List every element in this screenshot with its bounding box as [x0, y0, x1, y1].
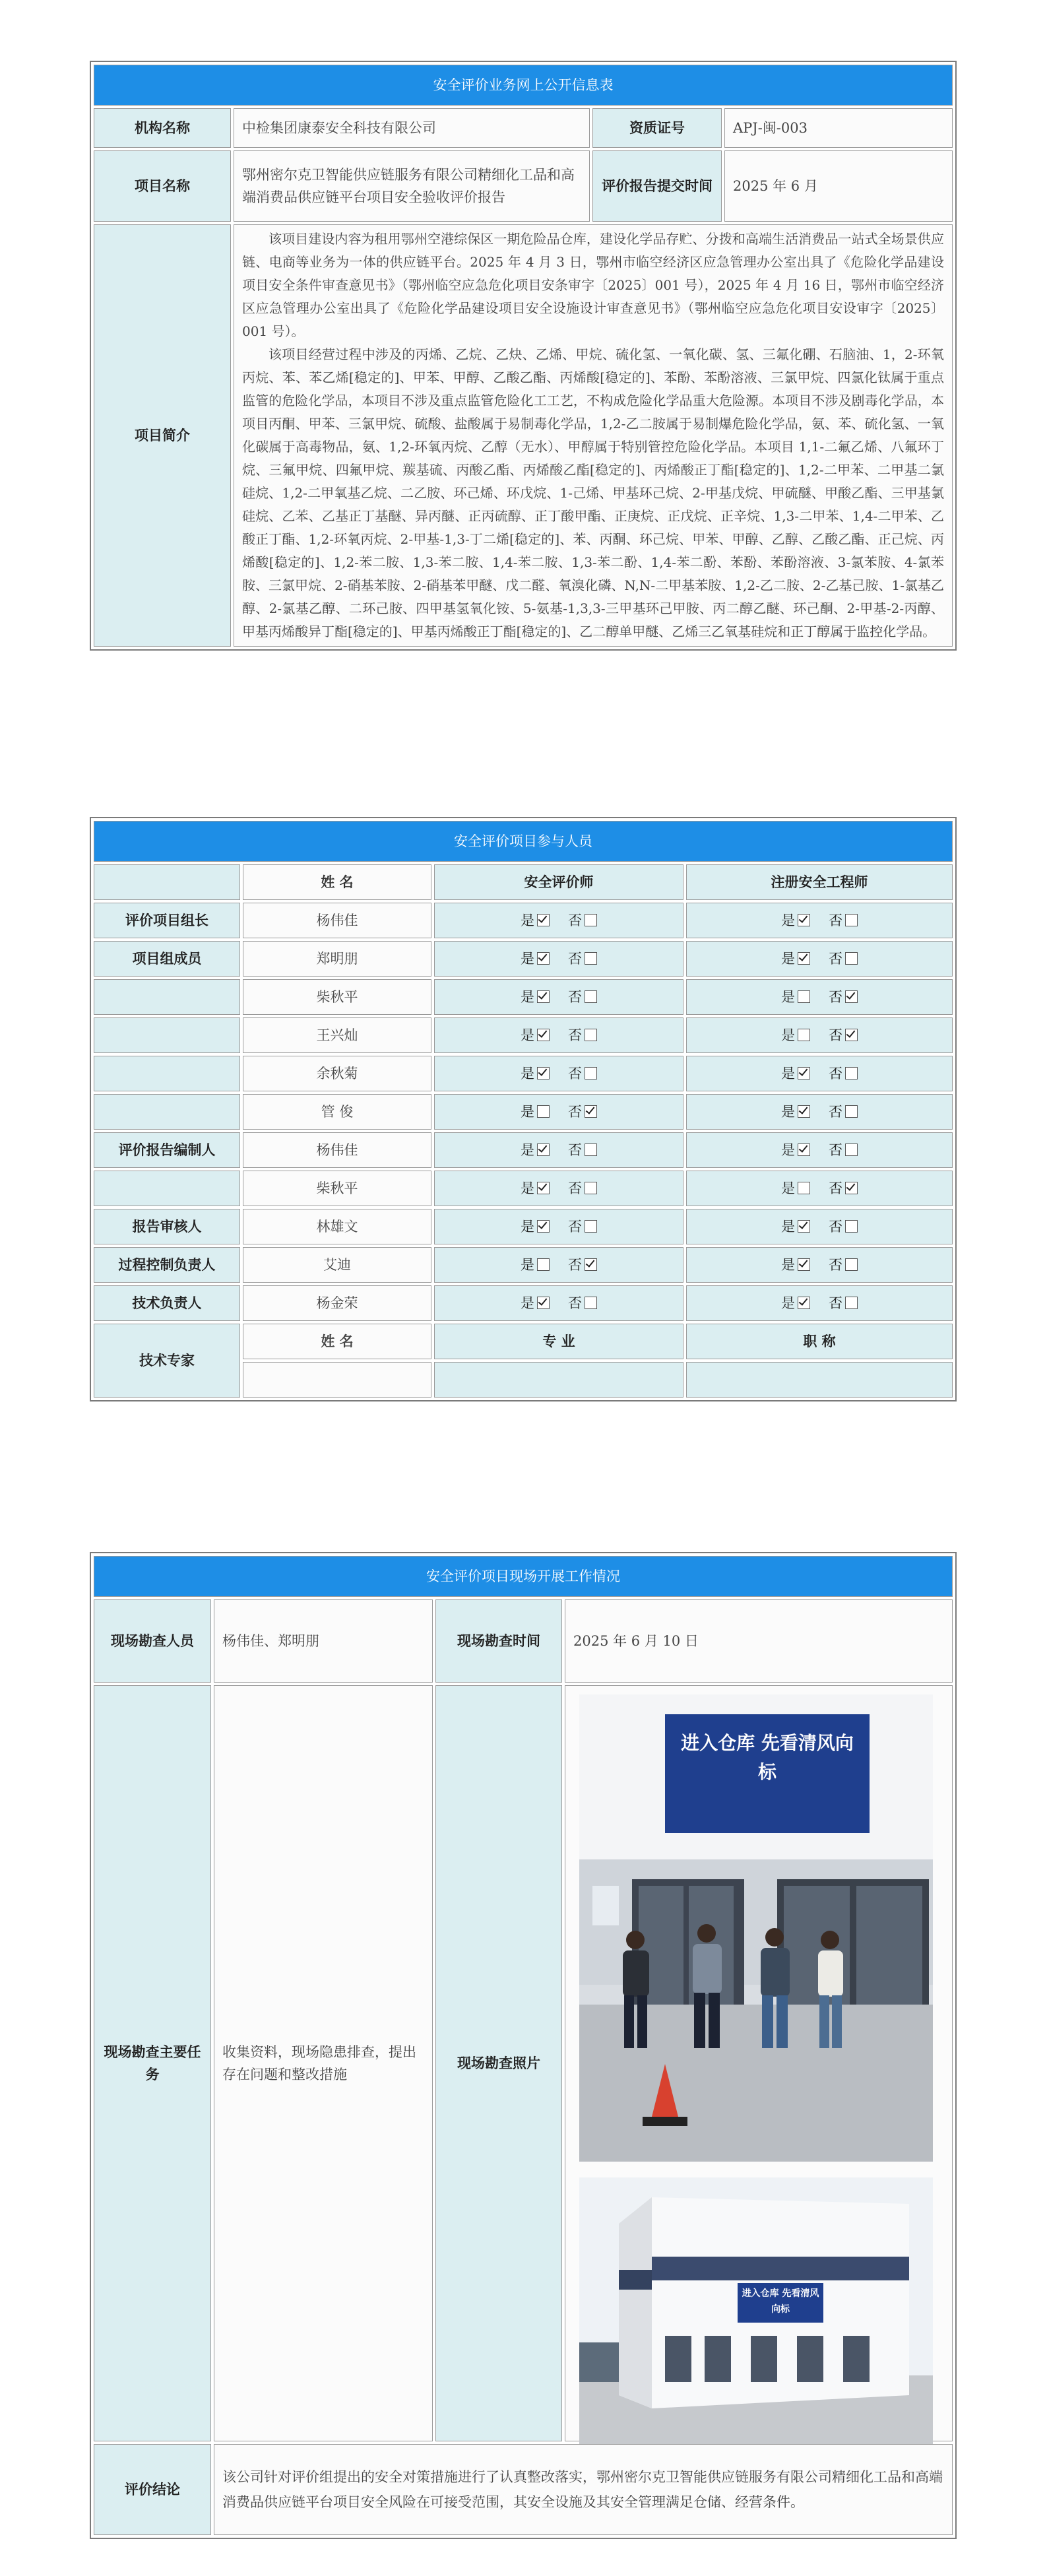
yes-checkbox[interactable]	[798, 990, 810, 1003]
yes-checkbox[interactable]	[798, 1029, 810, 1041]
staff-role	[94, 1171, 240, 1206]
yes-option	[521, 1219, 550, 1235]
no-checkbox[interactable]	[585, 1182, 597, 1194]
yes-option	[521, 1257, 550, 1273]
yes-checkbox[interactable]	[537, 1143, 550, 1156]
yes-label: 是	[781, 1142, 795, 1158]
staff-name: 王兴灿	[243, 1017, 431, 1053]
no-label: 否	[568, 1104, 582, 1120]
safety-cell	[434, 1017, 683, 1053]
no-label: 否	[829, 1142, 842, 1158]
no-option	[568, 951, 597, 967]
photo-label: 现场勘查照片	[435, 1685, 562, 2441]
yes-option	[781, 989, 810, 1005]
no-label: 否	[568, 1027, 582, 1043]
engineer-cell	[686, 903, 953, 938]
yes-label: 是	[781, 1104, 795, 1120]
yes-label: 是	[781, 1257, 795, 1273]
no-label: 否	[568, 913, 582, 928]
staff-name: 柴秋平	[243, 979, 431, 1015]
yes-checkbox[interactable]	[798, 1258, 810, 1271]
safety-cell	[434, 1171, 683, 1206]
yes-option	[521, 1066, 550, 1081]
no-label: 否	[568, 1180, 582, 1196]
no-label: 否	[829, 989, 842, 1005]
expert-col-title: 职 称	[686, 1324, 953, 1359]
yes-label: 是	[521, 913, 534, 928]
yes-option	[521, 1104, 550, 1120]
no-option	[829, 1219, 858, 1235]
staff-row	[94, 941, 953, 977]
no-option	[829, 913, 858, 928]
yes-checkbox[interactable]	[537, 1182, 550, 1194]
no-option	[568, 1066, 597, 1081]
yes-option	[781, 1219, 810, 1235]
safety-cell	[434, 1056, 683, 1091]
no-checkbox[interactable]	[585, 1029, 597, 1041]
yes-checkbox[interactable]	[537, 1067, 550, 1079]
no-checkbox[interactable]	[585, 952, 597, 965]
staff-name: 杨伟佳	[243, 903, 431, 938]
no-option	[829, 1180, 858, 1196]
yes-option	[781, 913, 810, 928]
yes-label: 是	[781, 989, 795, 1005]
yes-label: 是	[781, 1180, 795, 1196]
expert-label: 技术专家	[94, 1324, 240, 1398]
no-label: 否	[568, 1066, 582, 1081]
no-option	[568, 1104, 597, 1120]
staff-name: 管 俊	[243, 1094, 431, 1130]
staff-row	[94, 1132, 953, 1168]
yes-option	[521, 989, 550, 1005]
engineer-cell	[686, 979, 953, 1015]
no-checkbox[interactable]	[845, 1220, 858, 1233]
yes-label: 是	[521, 1257, 534, 1273]
task-value: 收集资料，现场隐患排查，提出存在问题和整改措施	[214, 1685, 433, 2441]
no-checkbox[interactable]	[845, 952, 858, 965]
yes-label: 是	[521, 951, 534, 967]
no-option	[568, 1295, 597, 1311]
yes-label: 是	[781, 1295, 795, 1311]
inspectors-value: 杨伟佳、郑明朋	[214, 1599, 433, 1683]
yes-option	[521, 1027, 550, 1043]
no-option	[568, 1180, 597, 1196]
staff-role: 过程控制负责人	[94, 1247, 240, 1283]
staff-role: 评价报告编制人	[94, 1132, 240, 1168]
cert-value: APJ-闽-003	[724, 108, 953, 148]
no-label: 否	[829, 1104, 842, 1120]
no-label: 否	[829, 1219, 842, 1235]
no-checkbox[interactable]	[585, 1105, 597, 1118]
yes-checkbox[interactable]	[798, 914, 810, 926]
report-time-value: 2025 年 6 月	[724, 150, 953, 222]
intro-paragraph-2: 该项目经营过程中涉及的丙烯、乙烷、乙炔、乙烯、甲烷、硫化氢、一氧化碳、氢、三氟化硼、石脑油、1，2-环氧丙烷、苯、苯乙烯[稳定的]、甲苯、甲醇、乙酸乙酯、丙烯酸[稳定的]、苯酚、苯酚溶液、三氯甲烷、四氯化钛属于重点监管的危险化学品，本项目不涉及重点监管危险化工工艺，不构成危险化学品重大危险源。本项目不涉及剧毒化学品，本项目丙酮、甲苯、三氯甲烷、硫酸、盐酸属于易制毒化学品，1,2-乙二胺属于易制爆危险化学品，氨、苯、硫化氢、一氧化碳属于高毒物品，氨、1,2-环氧丙烷、乙醇（无水）、甲醇属于特别管控危险化学品。本项目 1,1-二氟乙烯、八氟环丁烷、三氟甲烷、四氟甲烷、羰基硫、丙酸乙酯、丙烯酸乙酯[稳定的]、丙烯酸正丁酯[稳定的]、1,2-二甲苯、二甲基二氯硅烷、1,2-二甲氧基乙烷、二乙胺、环己烯、环戊烷、1-己烯、甲基环己烷、2-甲基戊烷、甲硫醚、甲酸乙酯、三甲基氯硅烷、乙苯、乙基正丁基醚、异丙醚、正丙硫醇、正丁酸甲酯、正庚烷、正戊烷、正辛烷、1,3-二甲苯、1,4-二甲苯、乙酸正丁酯、1,2-环氧丙烷、2-甲基-1,3-丁二烯[稳定的]、苯、丙酮、环己烷、甲苯、甲醇、乙醇、乙酸乙酯、正己烷、丙烯酸[稳定的]、1,2-苯二胺、1,3-苯二胺、1,4-苯二胺、1,3-苯二酚、1,4-苯二酚、苯酚、苯酚溶液、3-氯苯胺、4-氯苯胺、三氯甲烷、2-硝基苯胺、2-硝基苯甲醚、戊二醛、氧溴化磷、N,N-二甲基苯胺、1,2-乙二胺、2-乙基己胺、1-氯基乙醇、2-氯基乙醇、二环己胺、四甲基氢氧化铵、5-氨基-1,3,3-三甲基环己甲胺、丙二醇乙醚、环己酮、2-甲基-2-丙醇、甲基丙烯酸异丁酯[稳定的]、甲基丙烯酸正丁酯[稳定的]、乙二醇单甲醚、乙烯三乙氧基硅烷和正丁醇属于监控化学品。	[242, 346, 944, 639]
project-value: 鄂州密尔克卫智能供应链服务有限公司精细化工品和高端消费品供应链平台项目安全验收评价报告	[234, 150, 590, 222]
yes-checkbox[interactable]	[537, 1297, 550, 1309]
safety-cell	[434, 1209, 683, 1244]
col-name-header: 姓 名	[243, 864, 431, 900]
yes-option	[781, 1104, 810, 1120]
no-option	[568, 1257, 597, 1273]
staff-row	[94, 1017, 953, 1053]
site-photo-group	[579, 1694, 933, 2162]
no-checkbox[interactable]	[585, 1297, 597, 1309]
site-photo-building	[579, 2177, 933, 2444]
yes-option	[521, 1295, 550, 1311]
engineer-cell	[686, 1171, 953, 1206]
staff-name: 余秋菊	[243, 1056, 431, 1091]
yes-option	[781, 1295, 810, 1311]
no-checkbox[interactable]	[585, 1067, 597, 1079]
no-option	[829, 989, 858, 1005]
staff-row	[94, 1247, 953, 1283]
yes-checkbox[interactable]	[537, 1105, 550, 1118]
no-option	[829, 1066, 858, 1081]
yes-option	[781, 1142, 810, 1158]
staff-header-blank	[94, 864, 240, 900]
tech-lead-engineer-cell	[686, 1285, 953, 1321]
yes-checkbox[interactable]	[798, 1105, 810, 1118]
yes-checkbox[interactable]	[798, 1182, 810, 1194]
safety-cell	[434, 903, 683, 938]
engineer-cell	[686, 1209, 953, 1244]
no-option	[829, 951, 858, 967]
yes-label: 是	[521, 1219, 534, 1235]
expert-col-major: 专 业	[434, 1324, 683, 1359]
building-photo-sign: 进入仓库 先看清风向标	[742, 2288, 819, 2315]
yes-checkbox[interactable]	[798, 1220, 810, 1233]
no-label: 否	[568, 1142, 582, 1158]
staff-row	[94, 1171, 953, 1206]
yes-option	[781, 1180, 810, 1196]
yes-label: 是	[521, 989, 534, 1005]
yes-option	[781, 1066, 810, 1081]
no-checkbox[interactable]	[845, 1258, 858, 1271]
project-label: 项目名称	[94, 150, 231, 222]
tech-lead-safety-cell	[434, 1285, 683, 1321]
yes-option	[781, 1257, 810, 1273]
yes-label: 是	[521, 1142, 534, 1158]
engineer-cell	[686, 1056, 953, 1091]
inspectors-label: 现场勘查人员	[94, 1599, 211, 1683]
yes-label: 是	[781, 1066, 795, 1081]
no-label: 否	[829, 1027, 842, 1043]
expert-name-empty	[243, 1362, 431, 1398]
no-option	[829, 1142, 858, 1158]
yes-checkbox[interactable]	[798, 1067, 810, 1079]
safety-cell	[434, 1094, 683, 1130]
yes-checkbox[interactable]	[537, 1029, 550, 1041]
conclusion-label: 评价结论	[94, 2444, 211, 2535]
staff-name: 郑明朋	[243, 941, 431, 977]
yes-label: 是	[781, 1027, 795, 1043]
yes-label: 是	[521, 1180, 534, 1196]
staff-row	[94, 903, 953, 938]
yes-label: 是	[781, 913, 795, 928]
safety-cell	[434, 979, 683, 1015]
no-checkbox[interactable]	[845, 914, 858, 926]
yes-option	[781, 951, 810, 967]
yes-option	[521, 951, 550, 967]
no-checkbox[interactable]	[585, 1258, 597, 1271]
staff-name: 杨伟佳	[243, 1132, 431, 1168]
staff-role	[94, 1094, 240, 1130]
expert-title-empty	[686, 1362, 953, 1398]
safety-cell	[434, 941, 683, 977]
staff-row	[94, 1056, 953, 1091]
col-safety-header: 安全评价师	[434, 864, 683, 900]
no-option	[829, 1027, 858, 1043]
no-checkbox[interactable]	[845, 1029, 858, 1041]
expert-col-name: 姓 名	[243, 1324, 431, 1359]
info-table	[90, 61, 957, 651]
yes-checkbox[interactable]	[798, 1143, 810, 1156]
no-label: 否	[829, 1295, 842, 1311]
engineer-cell	[686, 1247, 953, 1283]
yes-label: 是	[521, 1104, 534, 1120]
report-time-label: 评价报告提交时间	[592, 150, 722, 222]
staff-name: 林雄文	[243, 1209, 431, 1244]
staff-role	[94, 1056, 240, 1091]
yes-checkbox[interactable]	[537, 914, 550, 926]
col-engineer-header: 注册安全工程师	[686, 864, 953, 900]
yes-label: 是	[521, 1027, 534, 1043]
no-option	[568, 913, 597, 928]
no-label: 否	[568, 951, 582, 967]
no-option	[568, 1219, 597, 1235]
no-checkbox[interactable]	[585, 990, 597, 1003]
yes-label: 是	[781, 1219, 795, 1235]
no-checkbox[interactable]	[845, 1182, 858, 1194]
yes-checkbox[interactable]	[798, 1297, 810, 1309]
staff-role	[94, 1017, 240, 1053]
tech-lead-name: 杨金荣	[243, 1285, 431, 1321]
staff-role: 项目组成员	[94, 941, 240, 977]
no-checkbox[interactable]	[585, 1220, 597, 1233]
no-option	[829, 1257, 858, 1273]
engineer-cell	[686, 1132, 953, 1168]
staff-table	[90, 817, 957, 1401]
yes-checkbox[interactable]	[537, 1258, 550, 1271]
yes-option	[521, 1142, 550, 1158]
engineer-cell	[686, 1017, 953, 1053]
staff-name: 艾迪	[243, 1247, 431, 1283]
no-label: 否	[829, 951, 842, 967]
no-checkbox[interactable]	[845, 1143, 858, 1156]
org-value: 中检集团康泰安全科技有限公司	[234, 108, 590, 148]
no-checkbox[interactable]	[845, 1297, 858, 1309]
site-time-label: 现场勘查时间	[435, 1599, 562, 1683]
no-checkbox[interactable]	[845, 1105, 858, 1118]
no-option	[829, 1104, 858, 1120]
conclusion-value: 该公司针对评价组提出的安全对策措施进行了认真整改落实，鄂州密尔克卫智能供应链服务有限公司精细化工品和高端消费品供应链平台项目安全风险在可接受范围，其安全设施及其安全管理满足仓储、经营条件。	[214, 2444, 953, 2535]
staff-row	[94, 979, 953, 1015]
yes-checkbox[interactable]	[537, 952, 550, 965]
staff-title: 安全评价项目参与人员	[94, 821, 953, 862]
intro-label: 项目简介	[94, 224, 231, 647]
no-checkbox[interactable]	[585, 914, 597, 926]
yes-label: 是	[521, 1066, 534, 1081]
staff-role: 评价项目组长	[94, 903, 240, 938]
no-label: 否	[829, 1066, 842, 1081]
no-checkbox[interactable]	[845, 990, 858, 1003]
no-option	[829, 1295, 858, 1311]
engineer-cell	[686, 941, 953, 977]
safety-cell	[434, 1132, 683, 1168]
yes-checkbox[interactable]	[537, 1220, 550, 1233]
engineer-cell	[686, 1094, 953, 1130]
intro-cell	[234, 224, 953, 647]
no-label: 否	[829, 1257, 842, 1273]
intro-paragraph-1: 该项目建设内容为租用鄂州空港综保区一期危险品仓库，建设化学品存贮、分拨和高端生活消费品一站式全场景供应链、电商等业务为一体的供应链平台。2025 年 4 月 3 日，鄂州市临空经济区应急管理办公室出具了《危险化学品建设项目安全条件审查意见书》（鄂州临空应急危化项目安条审字〔2025〕001 号），2025 年 4 月 16 日，鄂州市临空经济区应急管理办公室出具了《危险化学品建设项目安全设施设计审查意见书》（鄂州临空应急危化项目安设审字〔2025〕001 号）。	[242, 231, 944, 339]
no-label: 否	[829, 1180, 842, 1196]
cert-label: 资质证号	[592, 108, 722, 148]
task-label: 现场勘查主要任务	[94, 1685, 211, 2441]
org-label: 机构名称	[94, 108, 231, 148]
yes-checkbox[interactable]	[537, 990, 550, 1003]
no-label: 否	[568, 1295, 582, 1311]
safety-cell	[434, 1247, 683, 1283]
staff-role: 报告审核人	[94, 1209, 240, 1244]
no-label: 否	[568, 1219, 582, 1235]
no-label: 否	[568, 1257, 582, 1273]
yes-option	[521, 913, 550, 928]
no-label: 否	[568, 989, 582, 1005]
no-label: 否	[829, 913, 842, 928]
yes-checkbox[interactable]	[798, 952, 810, 965]
yes-label: 是	[781, 951, 795, 967]
info-title: 安全评价业务网上公开信息表	[94, 65, 953, 106]
tech-lead-label: 技术负责人	[94, 1285, 240, 1321]
no-checkbox[interactable]	[585, 1143, 597, 1156]
no-option	[568, 989, 597, 1005]
site-title: 安全评价项目现场开展工作情况	[94, 1556, 953, 1597]
group-photo-sign: 进入仓库 先看清风向标	[681, 1732, 854, 1783]
staff-role	[94, 979, 240, 1015]
yes-option	[521, 1180, 550, 1196]
site-time-value: 2025 年 6 月 10 日	[565, 1599, 953, 1683]
no-option	[568, 1027, 597, 1043]
yes-option	[781, 1027, 810, 1043]
no-option	[568, 1142, 597, 1158]
staff-row	[94, 1209, 953, 1244]
expert-major-empty	[434, 1362, 683, 1398]
no-checkbox[interactable]	[845, 1067, 858, 1079]
yes-label: 是	[521, 1295, 534, 1311]
staff-name: 柴秋平	[243, 1171, 431, 1206]
staff-row	[94, 1094, 953, 1130]
